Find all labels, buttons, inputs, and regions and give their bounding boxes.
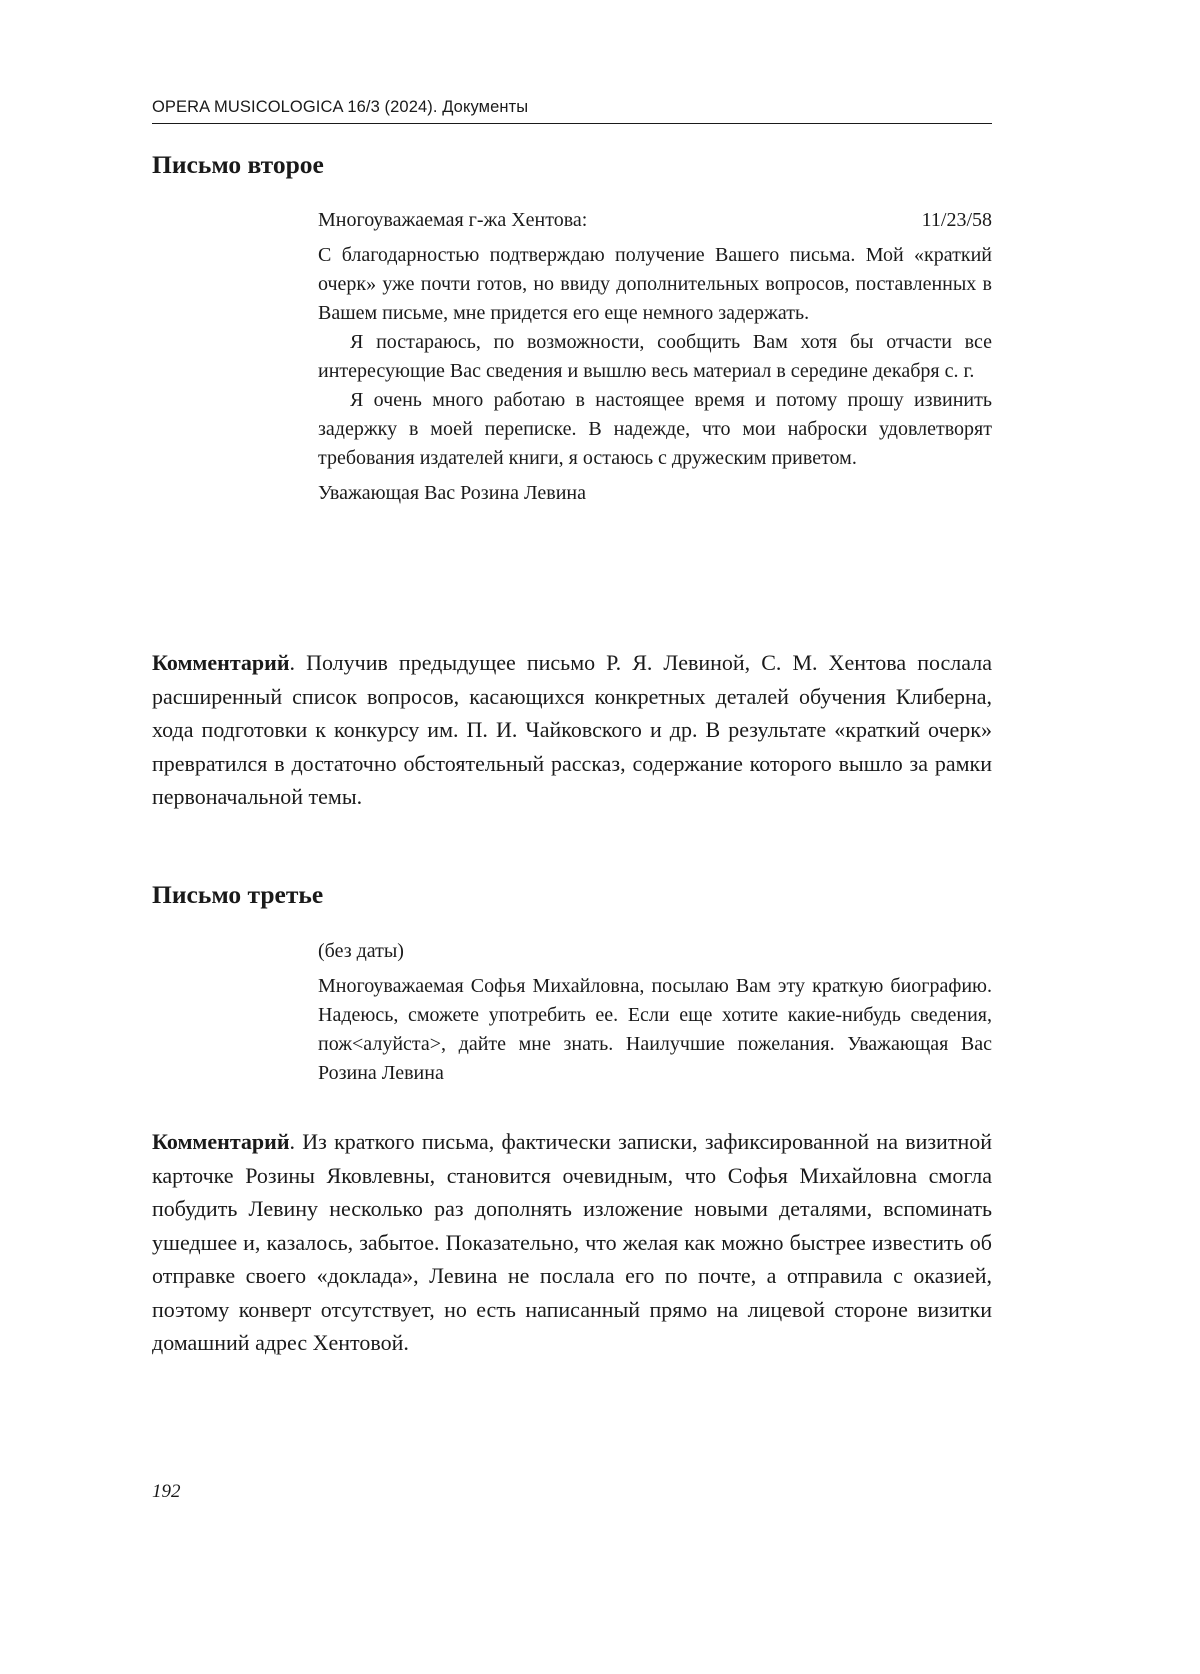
page-number: 192 bbox=[152, 1481, 181, 1502]
letter-two-salutation: Многоуважаемая г-жа Хентова: bbox=[318, 209, 588, 231]
letter-two-paragraph-2: Я постараюсь, по возможности, сообщить Вам хотя бы отчасти все интересующие Вас сведения и вышлю весь материал в середине декабря с. г. bbox=[318, 331, 992, 382]
letter-two-header-row bbox=[318, 206, 992, 235]
letter-two-paragraph-1: С благодарностью подтверждаю получение Вашего письма. Мой «краткий очерк» уже почти готов, но ввиду дополнительных вопросов, поставленных в Вашем письме, мне придется его еще немного задержать. bbox=[318, 244, 992, 324]
commentary-two bbox=[152, 1125, 992, 1360]
letter-two-signature: Уважающая Вас Розина Левина bbox=[318, 482, 587, 504]
commentary-one-text: . Получив предыдущее письмо Р. Я. Левиной, С. М. Хентова послала расширенный список вопросов, касающихся конкретных деталей обучения Клиберна, хода подготовки к конкурсу им. П. И. Чайковского и др. В результате «краткий очерк» превратился в достаточно обстоятельный рассказ, содержание которого вышло за рамки первоначальной темы. bbox=[152, 650, 992, 809]
letter-two-title: Письмо второе bbox=[152, 150, 324, 179]
letter-two-date: 11/23/58 bbox=[921, 209, 992, 231]
commentary-one bbox=[152, 646, 992, 814]
letter-three-text: Многоуважаемая Софья Михайловна, посылаю Вам эту краткую биографию. Надеюсь, сможете употребить ее. Если еще хотите какие-нибудь сведения, пож<алуйста>, дайте мне знать. Наилучшие пожелания. Уважающая Вас Розина Левина bbox=[318, 975, 992, 1084]
letter-three-date-note: (без даты) bbox=[318, 940, 404, 962]
commentary-two-text: . Из краткого письма, фактически записки, зафиксированной на визитной карточке Розины Яковлевны, становится очевидным, что Софья Михайловна смогла побудить Левину несколько раз дополнять изложение новыми деталями, вспоминать ушедшее и, казалось, забытое. Показательно, что желая как можно быстрее известить об отправке своего «доклада», Левина не послала его по почте, а отправила с оказией, поэтому конверт отсутствует, но есть написанный прямо на лицевой стороне визитки домашний адрес Хентовой. bbox=[152, 1129, 992, 1355]
letter-two-body bbox=[318, 206, 992, 508]
letter-two-paragraph-3: Я очень много работаю в настоящее время и потому прошу извинить задержку в моей переписке. В надежде, что мои наброски удовлетворят требования издателей книги, я остаюсь с дружеским приветом. bbox=[318, 389, 992, 469]
letter-three-title: Письмо третье bbox=[152, 880, 324, 909]
commentary-two-lead: Комментарий bbox=[152, 1129, 290, 1154]
letter-three-body bbox=[318, 937, 992, 1088]
running-header: OPERA MUSICOLOGICA 16/3 (2024). Документы bbox=[152, 98, 992, 124]
commentary-one-lead: Комментарий bbox=[152, 650, 290, 675]
